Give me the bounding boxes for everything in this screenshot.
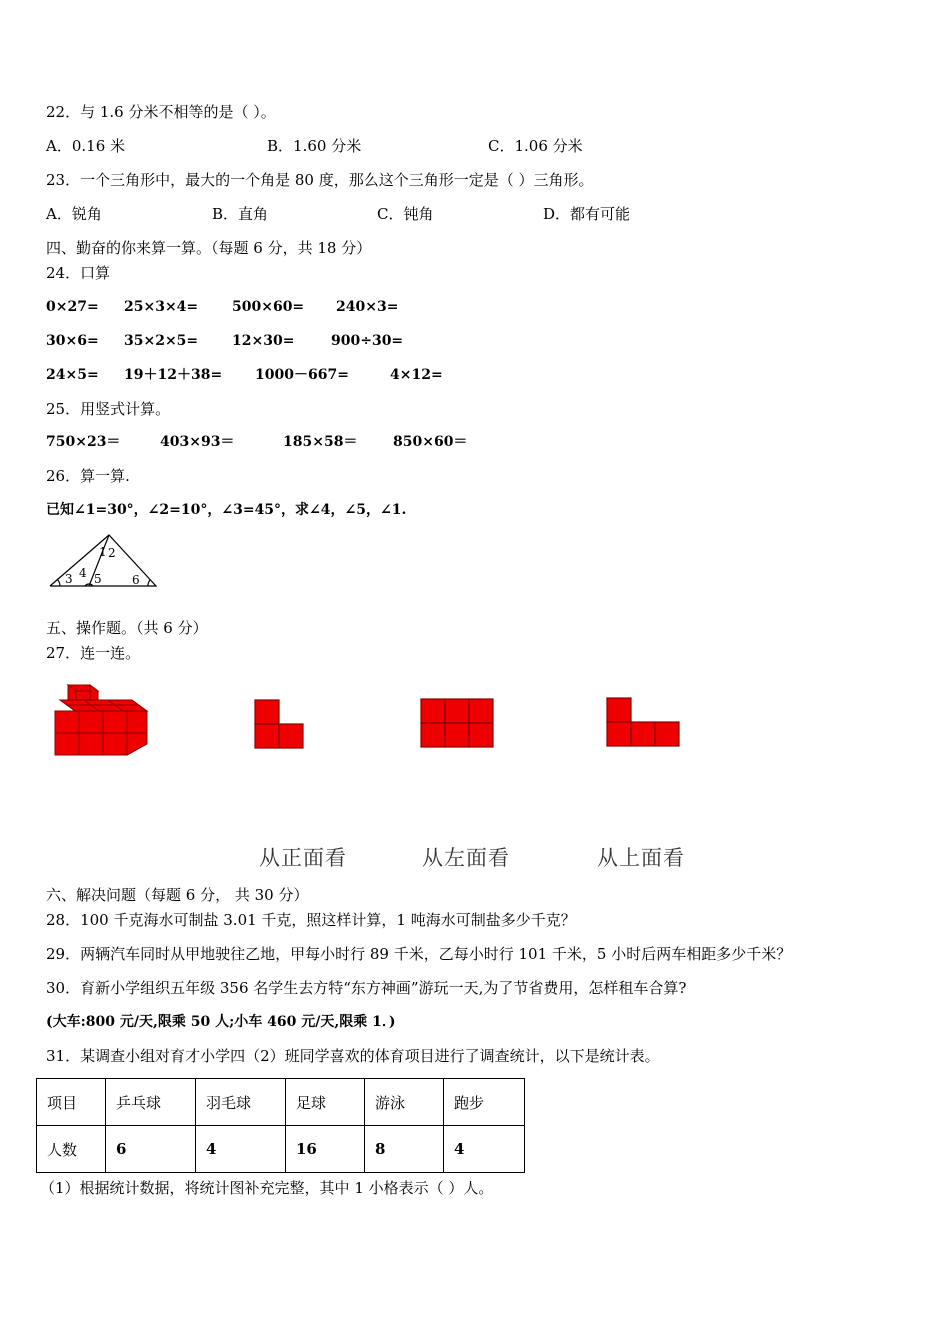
q22-stem: 22．与 1.6 分米不相等的是（ ）。 [46, 103, 276, 121]
angle-label-4: 4 [79, 566, 87, 580]
view-label-top: 从上面看 [597, 846, 685, 870]
q25-item-1: 750×23＝ [46, 434, 121, 450]
angle-3-arc [57, 579, 60, 586]
q31-sub1: （1）根据统计数据，将统计图补充完整，其中 1 小格表示（ ）人。 [40, 1179, 494, 1197]
q24-r1-c1: 0×27= [46, 299, 99, 315]
q31-text: 31．某调查小组对育才小学四（2）班同学喜欢的体育项目进行了调查统计，以下是统计表。 [46, 1047, 660, 1065]
q31-stats-table [36, 1078, 525, 1173]
angle-label-6: 6 [132, 573, 140, 587]
angle-label-3: 3 [65, 572, 73, 586]
angle-6-arc [148, 580, 150, 586]
q22-option-a: A．0.16 米 [46, 137, 125, 155]
q23-option-a: A．锐角 [46, 205, 102, 223]
table-header-cell: 足球 [286, 1079, 365, 1126]
q25-item-3: 185×58＝ [283, 434, 358, 450]
q24-r3-c3: 1000－667= [255, 367, 349, 383]
q27-stem: 27．连一连。 [46, 644, 141, 662]
q24-r3-c4: 4×12= [390, 367, 443, 383]
table-cell: 16 [286, 1126, 365, 1173]
cube-solid-figure [52, 684, 152, 758]
angle-label-2: 2 [108, 546, 116, 560]
section5-title: 五、操作题。（共 6 分） [46, 619, 208, 637]
table-header-cell: 项目 [37, 1079, 106, 1126]
table-row [37, 1079, 525, 1126]
view-label-left: 从左面看 [422, 846, 510, 870]
q24-r1-c3: 500×60= [232, 299, 305, 315]
q24-stem: 24．口算 [46, 264, 111, 282]
angle-label-5: 5 [94, 572, 102, 586]
q24-r2-c3: 12×30= [232, 333, 295, 349]
q23-option-d: D．都有可能 [543, 205, 631, 223]
table-row [37, 1126, 525, 1173]
q24-r2-c1: 30×6= [46, 333, 99, 349]
section4-title: 四、勤奋的你来算一算。（每题 6 分，共 18 分） [46, 239, 372, 257]
q29-text: 29．两辆汽车同时从甲地驶往乙地，甲每小时行 89 千米，乙每小时行 101 千米，5 小时后两车相距多少千米？ [46, 945, 792, 963]
section6-title: 六、解决问题（每题 6 分， 共 30 分） [46, 886, 309, 904]
table-cell: 6 [106, 1126, 196, 1173]
q28-text: 28．100 千克海水可制盐 3.01 千克，照这样计算，1 吨海水可制盐多少千克？ [46, 911, 576, 929]
q24-r1-c4: 240×3= [336, 299, 399, 315]
view-label-front: 从正面看 [259, 846, 347, 870]
table-cell: 4 [444, 1126, 525, 1173]
q23-stem: 23．一个三角形中，最大的一个角是 80 度，那么这个三角形一定是（ ）三角形。 [46, 171, 594, 189]
front-view-figure [254, 699, 306, 751]
triangle-figure [46, 532, 161, 592]
q24-r1-c2: 25×3×4= [124, 299, 199, 315]
q23-option-b: B．直角 [212, 205, 269, 223]
q30-note: (大车:800 元/天,限乘 50 人;小车 460 元/天,限乘 1．) [46, 1014, 396, 1030]
q25-item-2: 403×93＝ [160, 434, 235, 450]
q24-r2-c4: 900÷30= [331, 333, 404, 349]
q22-option-b: B．1.60 分米 [267, 137, 362, 155]
q25-stem: 25．用竖式计算。 [46, 400, 171, 418]
table-header-cell: 乒乓球 [106, 1079, 196, 1126]
q25-item-4: 850×60＝ [393, 434, 468, 450]
q30-text: 30．育新小学组织五年级 356 名学生去方特“东方神画”游玩一天,为了节省费用，怎样租车合算? [46, 979, 687, 997]
table-cell: 8 [365, 1126, 444, 1173]
q24-r2-c2: 35×2×5= [124, 333, 199, 349]
angle-label-1: 1 [99, 545, 107, 559]
q26-stem: 26．算一算. [46, 467, 130, 485]
table-header-cell: 跑步 [444, 1079, 525, 1126]
q24-r3-c2: 19＋12＋38= [124, 367, 223, 383]
table-header-cell: 游泳 [365, 1079, 444, 1126]
table-cell: 4 [196, 1126, 286, 1173]
left-view-figure [420, 698, 496, 750]
q22-option-c: C．1.06 分米 [488, 137, 583, 155]
table-cell: 人数 [37, 1126, 106, 1173]
q23-option-c: C．钝角 [377, 205, 434, 223]
table-header-cell: 羽毛球 [196, 1079, 286, 1126]
top-view-figure [606, 697, 682, 749]
q26-given: 已知∠1=30°，∠2=10°，∠3=45°，求∠4，∠5，∠1. [46, 502, 407, 518]
q24-r3-c1: 24×5= [46, 367, 99, 383]
